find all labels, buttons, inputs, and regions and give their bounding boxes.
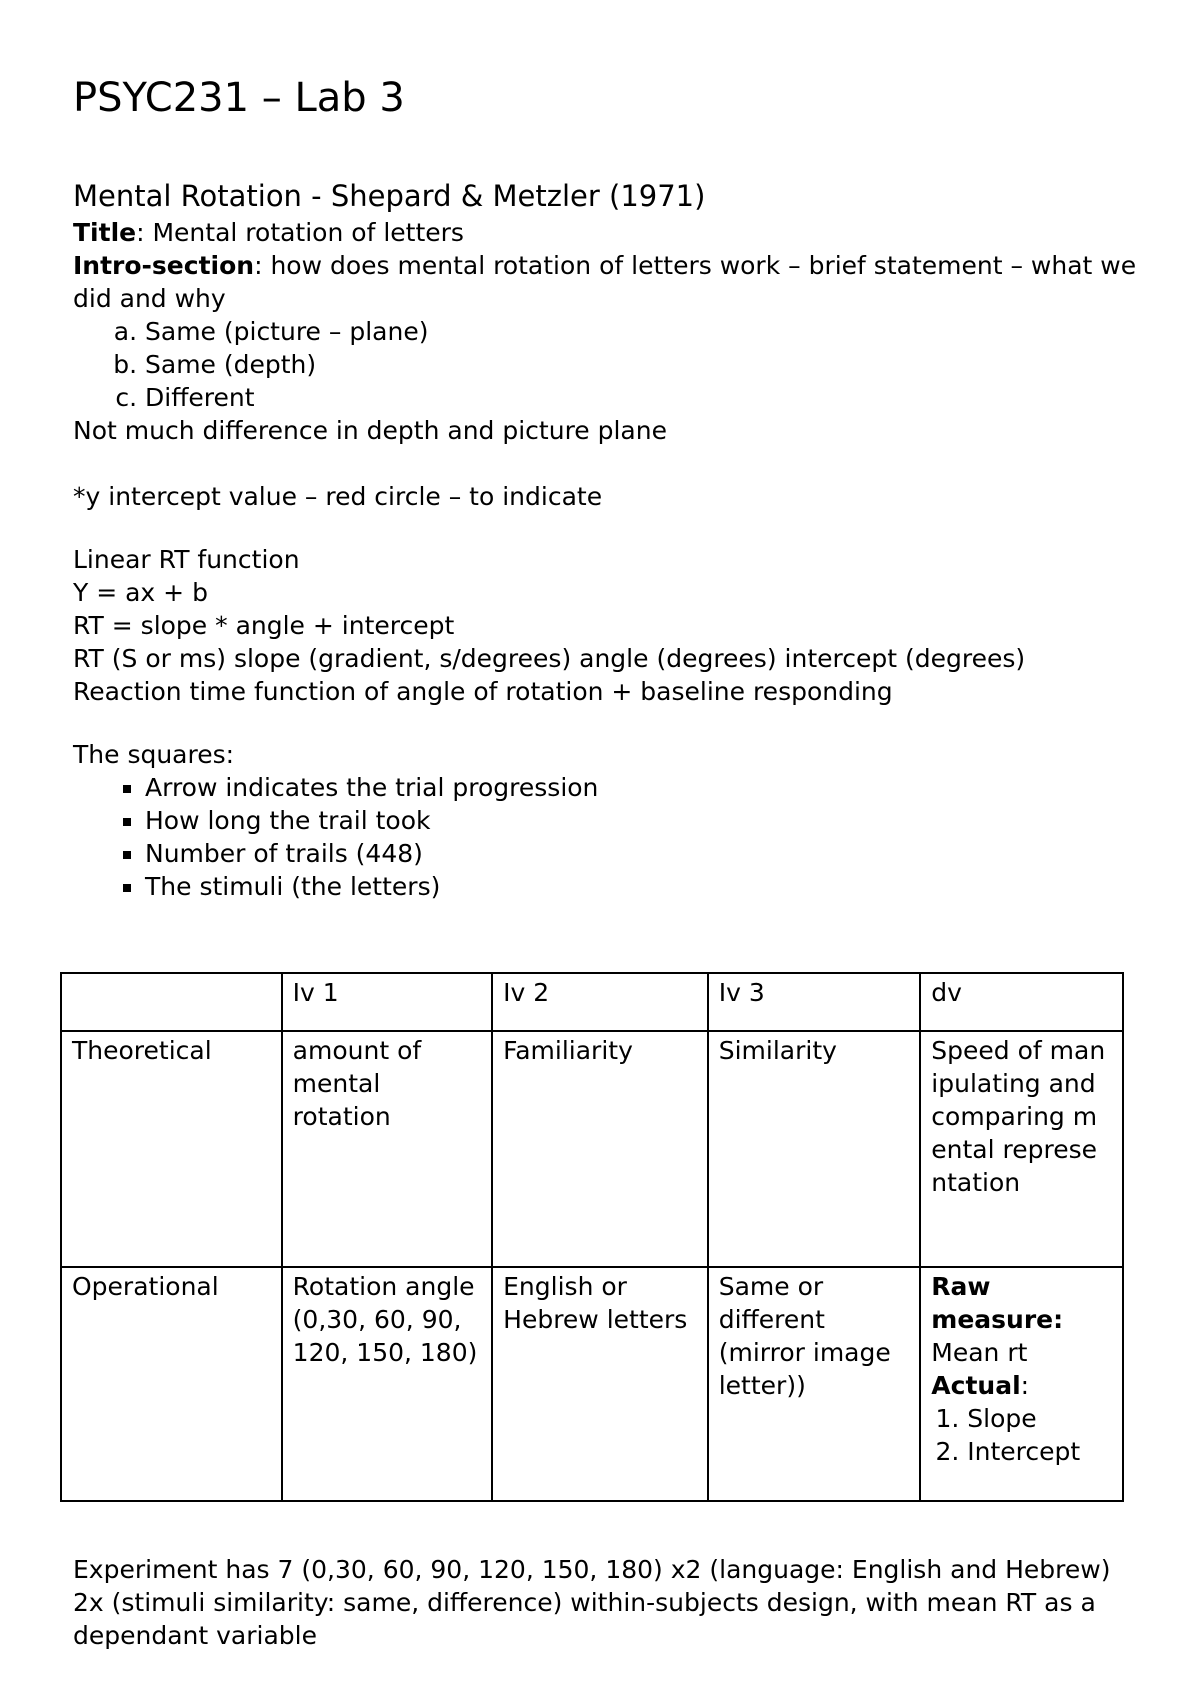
intro-line — [73, 249, 1143, 315]
actual-colon: : — [1020, 1371, 1030, 1400]
raw-measure-label: Raw measure: — [931, 1272, 1064, 1334]
linear-rt-formula: RT = slope * angle + intercept — [73, 611, 455, 640]
table-row-theoretical — [61, 1031, 1123, 1267]
actual-list-item: 1. Slope — [967, 1402, 1112, 1435]
intro-list — [73, 315, 1143, 414]
table-cell: Similarity — [708, 1031, 921, 1267]
raw-measure-value: Mean rt — [931, 1338, 1028, 1367]
experiment-summary: Experiment has 7 (0,30, 60, 90, 120, 150, 180) x2 (language: English and Hebrew) 2x (stimuli similarity: same, difference) within-subjects design, with mean RT as a dependant variable — [73, 1555, 1111, 1650]
table-header-cell — [61, 973, 282, 1031]
table-header-row — [61, 973, 1123, 1031]
actual-list-item: 2. Intercept — [967, 1435, 1112, 1468]
spacer — [73, 447, 1143, 480]
table-cell-dv-operational — [920, 1267, 1123, 1501]
linear-rt-equation: Y = ax + b — [73, 578, 208, 607]
table-cell: Same or different (mirror image letter)) — [708, 1267, 921, 1501]
linear-rt-units: RT (S or ms) slope (gradient, s/degrees) angle (degrees) intercept (degrees) — [73, 644, 1026, 673]
variables-table — [60, 972, 1124, 1502]
title-label: Title — [73, 218, 137, 247]
table-cell: Familiarity — [492, 1031, 708, 1267]
table-header-cell: Iv 1 — [282, 973, 492, 1031]
table-row-operational — [61, 1267, 1123, 1501]
section-heading: Mental Rotation - Shepard & Metzler (1971) — [73, 179, 706, 213]
table-header-cell: Iv 2 — [492, 973, 708, 1031]
table-cell: amount of mental rotation — [282, 1031, 492, 1267]
squares-heading: The squares: — [73, 740, 235, 769]
actual-label: Actual — [931, 1371, 1021, 1400]
spacer — [73, 708, 1143, 738]
depth-note: Not much difference in depth and picture plane — [73, 416, 667, 445]
spacer — [73, 513, 1143, 543]
squares-list — [73, 771, 1143, 903]
y-intercept-note: *y intercept value – red circle – to indicate — [73, 482, 603, 511]
intro-list-item: c. Different — [145, 381, 1143, 414]
title-line — [73, 216, 1143, 249]
intro-list-item: b. Same (depth) — [145, 348, 1143, 381]
linear-rt-description: Reaction time function of angle of rotation + baseline responding — [73, 677, 893, 706]
document-body — [73, 176, 1143, 903]
title-text: : Mental rotation of letters — [136, 218, 464, 247]
intro-list-item: a. Same (picture – plane) — [145, 315, 1143, 348]
intro-label: Intro-section — [73, 251, 255, 280]
actual-list — [931, 1402, 1112, 1468]
squares-list-item: ▪ Number of trails (448) — [145, 837, 1143, 870]
intro-text: : how does mental rotation of letters work – brief statement – what we did and why — [73, 251, 1137, 313]
table-cell: English or Hebrew letters — [492, 1267, 708, 1501]
row-label: Theoretical — [61, 1031, 282, 1267]
document-title: PSYC231 – Lab 3 — [73, 75, 405, 121]
table-header-cell: dv — [920, 973, 1123, 1031]
squares-list-item: ▪ How long the trail took — [145, 804, 1143, 837]
table-header-cell: Iv 3 — [708, 973, 921, 1031]
squares-list-item: ▪ Arrow indicates the trial progression — [145, 771, 1143, 804]
table-cell: Rotation angle (0,30, 60, 90, 120, 150, 180) — [282, 1267, 492, 1501]
row-label: Operational — [61, 1267, 282, 1501]
squares-list-item: ▪ The stimuli (the letters) — [145, 870, 1143, 903]
table-cell: Speed of manipulating and comparing mental representation — [920, 1031, 1123, 1267]
linear-rt-heading: Linear RT function — [73, 545, 300, 574]
